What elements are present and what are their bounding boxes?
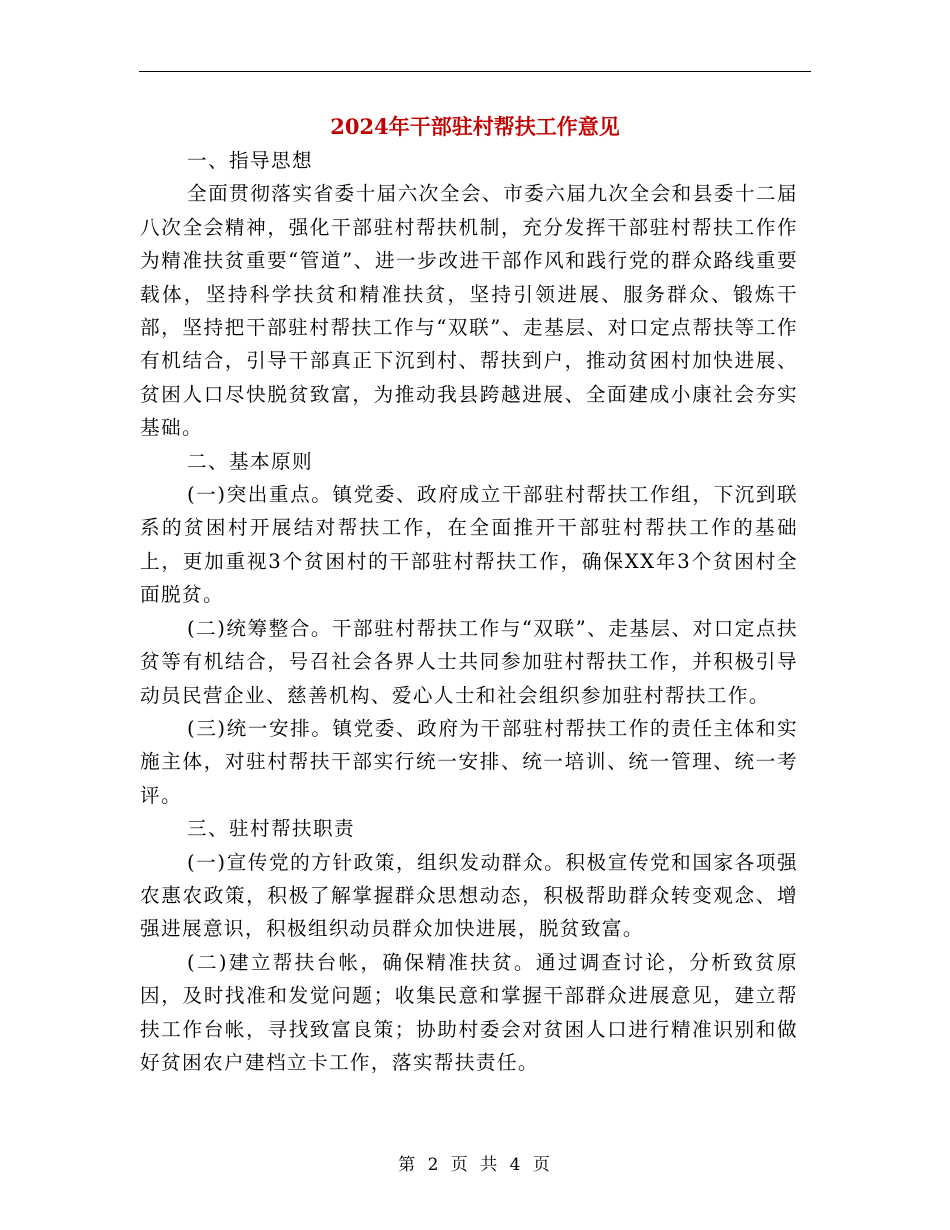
header-rule [139, 71, 811, 72]
paragraph: (二)建立帮扶台帐，确保精准扶贫。通过调查讨论，分析致贫原因，及时找准和发觉问题；收集民意和掌握干部群众进展意见，建立帮扶工作台帐，寻找致富良策；协助村委会对贫困人口进行精准识别和做好贫困农户建档立卡工作，落实帮扶责任。 [140, 950, 798, 1074]
section-heading: 二、基本原则 [187, 449, 313, 473]
page-number-footer: 第 2 页 共 4 页 [398, 1155, 552, 1175]
paragraph: (一)突出重点。镇党委、政府成立干部驻村帮扶工作组，下沉到联系的贫困村开展结对帮扶工作，在全面推开干部驻村帮扶工作的基础上，更加重视3个贫困村的干部驻村帮扶工作，确保XX年3个贫困村全面脱贫。 [140, 483, 798, 607]
paragraph: 全面贯彻落实省委十届六次全会、市委六届九次全会和县委十二届八次全会精神，强化干部驻村帮扶机制，充分发挥干部驻村帮扶工作作为精准扶贫重要“管道”、进一步改进干部作风和践行党的群众路线重要载体，坚持科学扶贫和精准扶贫，坚持引领进展、服务群众、锻炼干部，坚持把干部驻村帮扶工作与“双联”、走基层、对口定点帮扶等工作有机结合，引导干部真正下沉到村、帮扶到户，推动贫困村加快进展、贫困人口尽快脱贫致富，为推动我县跨越进展、全面建成小康社会夯实基础。 [140, 182, 798, 440]
document-body [140, 144, 798, 1079]
section-heading: 三、驻村帮扶职责 [187, 817, 355, 841]
paragraph: (一)宣传党的方针政策，组织发动群众。积极宣传党和国家各项强农惠农政策，积极了解掌握群众思想动态，积极帮助群众转变观念、增强进展意识，积极组织动员群众加快进展，脱贫致富。 [140, 850, 798, 941]
paragraph: (二)统筹整合。干部驻村帮扶工作与“双联”、走基层、对口定点扶贫等有机结合，号召社会各界人士共同参加驻村帮扶工作，并积极引导动员民营企业、慈善机构、爱心人士和社会组织参加驻村帮扶工作。 [140, 616, 798, 707]
paragraph: (三)统一安排。镇党委、政府为干部驻村帮扶工作的责任主体和实施主体，对驻村帮扶干部实行统一安排、统一培训、统一管理、统一考评。 [140, 716, 798, 807]
section-heading: 一、指导思想 [187, 149, 313, 172]
document-title: 2024年干部驻村帮扶工作意见 [330, 114, 620, 139]
